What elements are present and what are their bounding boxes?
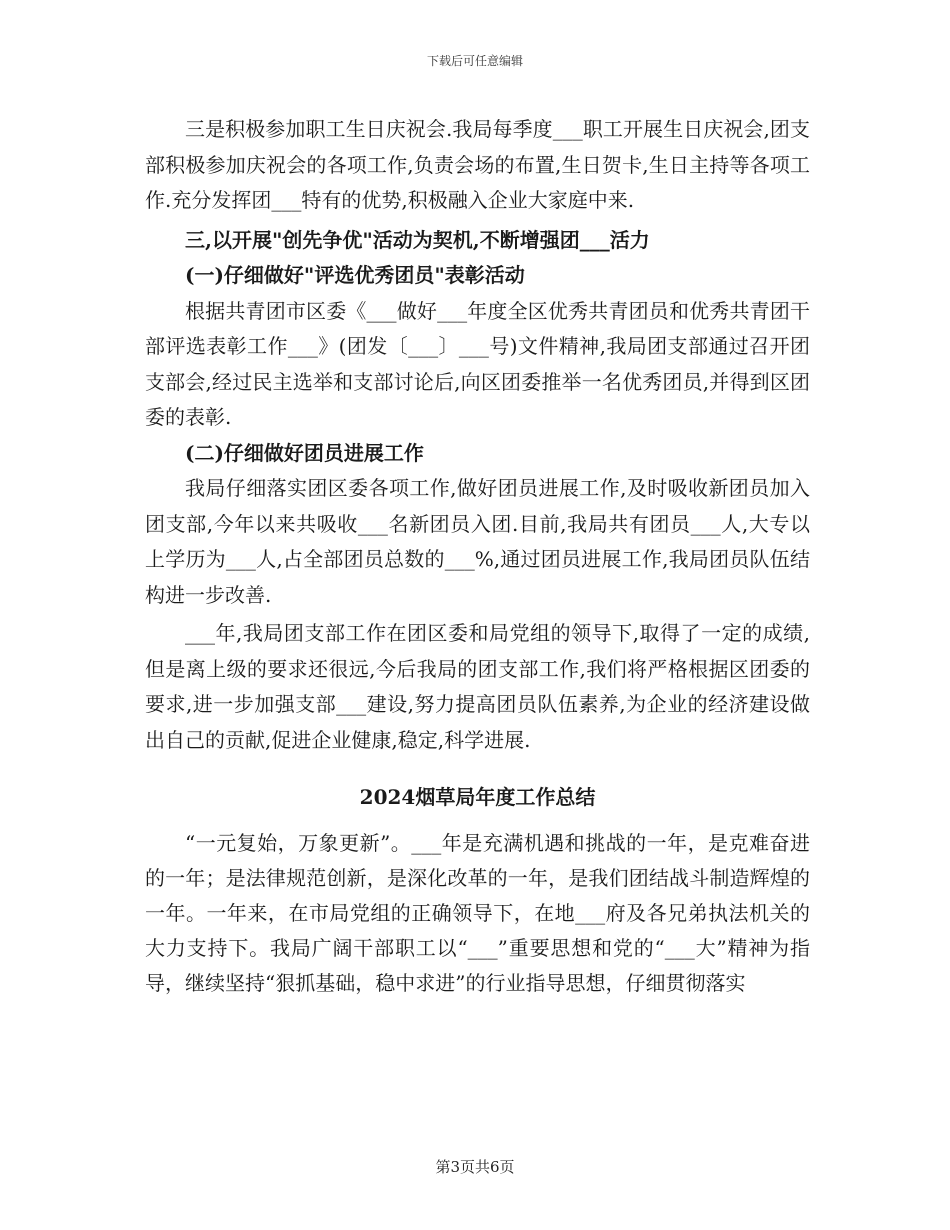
page-header: 下载后可任意编辑 [426,54,523,68]
heading-section-three: 三,以开展"创先争优"活动为契机,不断增强团___活力 [185,227,650,252]
paragraph-member-development: 我局仔细落实团区委各项工作,做好团员进展工作,及时吸收新团员加入团支部,今年以来共吸收___名新团员入团.目前,我局共有团员___人,大专以上学历为___人,占全部团员总数的___%,通过团员进展工作,我局团员队伍结构进一步改善. [145,476,810,607]
paragraph-birthday-party: 三是积极参加职工生日庆祝会.我局每季度___职工开展生日庆祝会,团支部积极参加庆祝会的各项工作,负责会场的布置,生日贺卡,生日主持等各项工作.充分发挥团___特有的优势,积极融入企业大家庭中来. [145,117,810,212]
heading-subsection-two: (二)仔细做好团员进展工作 [185,440,424,465]
paragraph-outstanding-member: 根据共青团市区委《___做好___年度全区优秀共青团员和优秀共青团干部评选表彰工作___》(团发〔___〕___号)文件精神,我局团支部通过召开团支部会,经过民主选举和支部讨论后,向区团委推举一名优秀团员,并得到区团委的表彰. [145,298,810,429]
document-body [145,112,810,1001]
page-footer: 第3页共6页 [435,1158,515,1176]
paragraph-summary: ___年,我局团支部工作在团区委和局党组的领导下,取得了一定的成绩,但是离上级的要求还很远,今后我局的团支部工作,我们将严格根据区团委的要求,进一步加强支部___建设,努力提高团员队伍素养,为企业的经济建设做出自己的贡献,促进企业健康,稳定,科学进展. [145,621,810,752]
section-title: 2024烟草局年度工作总结 [359,785,596,809]
paragraph-annual-summary-intro: “一元复始，万象更新”。___年是充满机遇和挑战的一年，是克难奋进的一年；是法律规范创新，是深化改革的一年，是我们团结战斗制造辉煌的一年。一年来，在市局党组的正确领导下，在地___府及各兄弟执法机关的大力支持下。我局广阔干部职工以“___”重要思想和党的“___大”精神为指导，继续坚持“狠抓基础，稳中求进”的行业指导思想，仔细贯彻落实 [145,830,810,995]
heading-subsection-one: (一)仔细做好"评选优秀团员"表彰活动 [185,263,525,287]
